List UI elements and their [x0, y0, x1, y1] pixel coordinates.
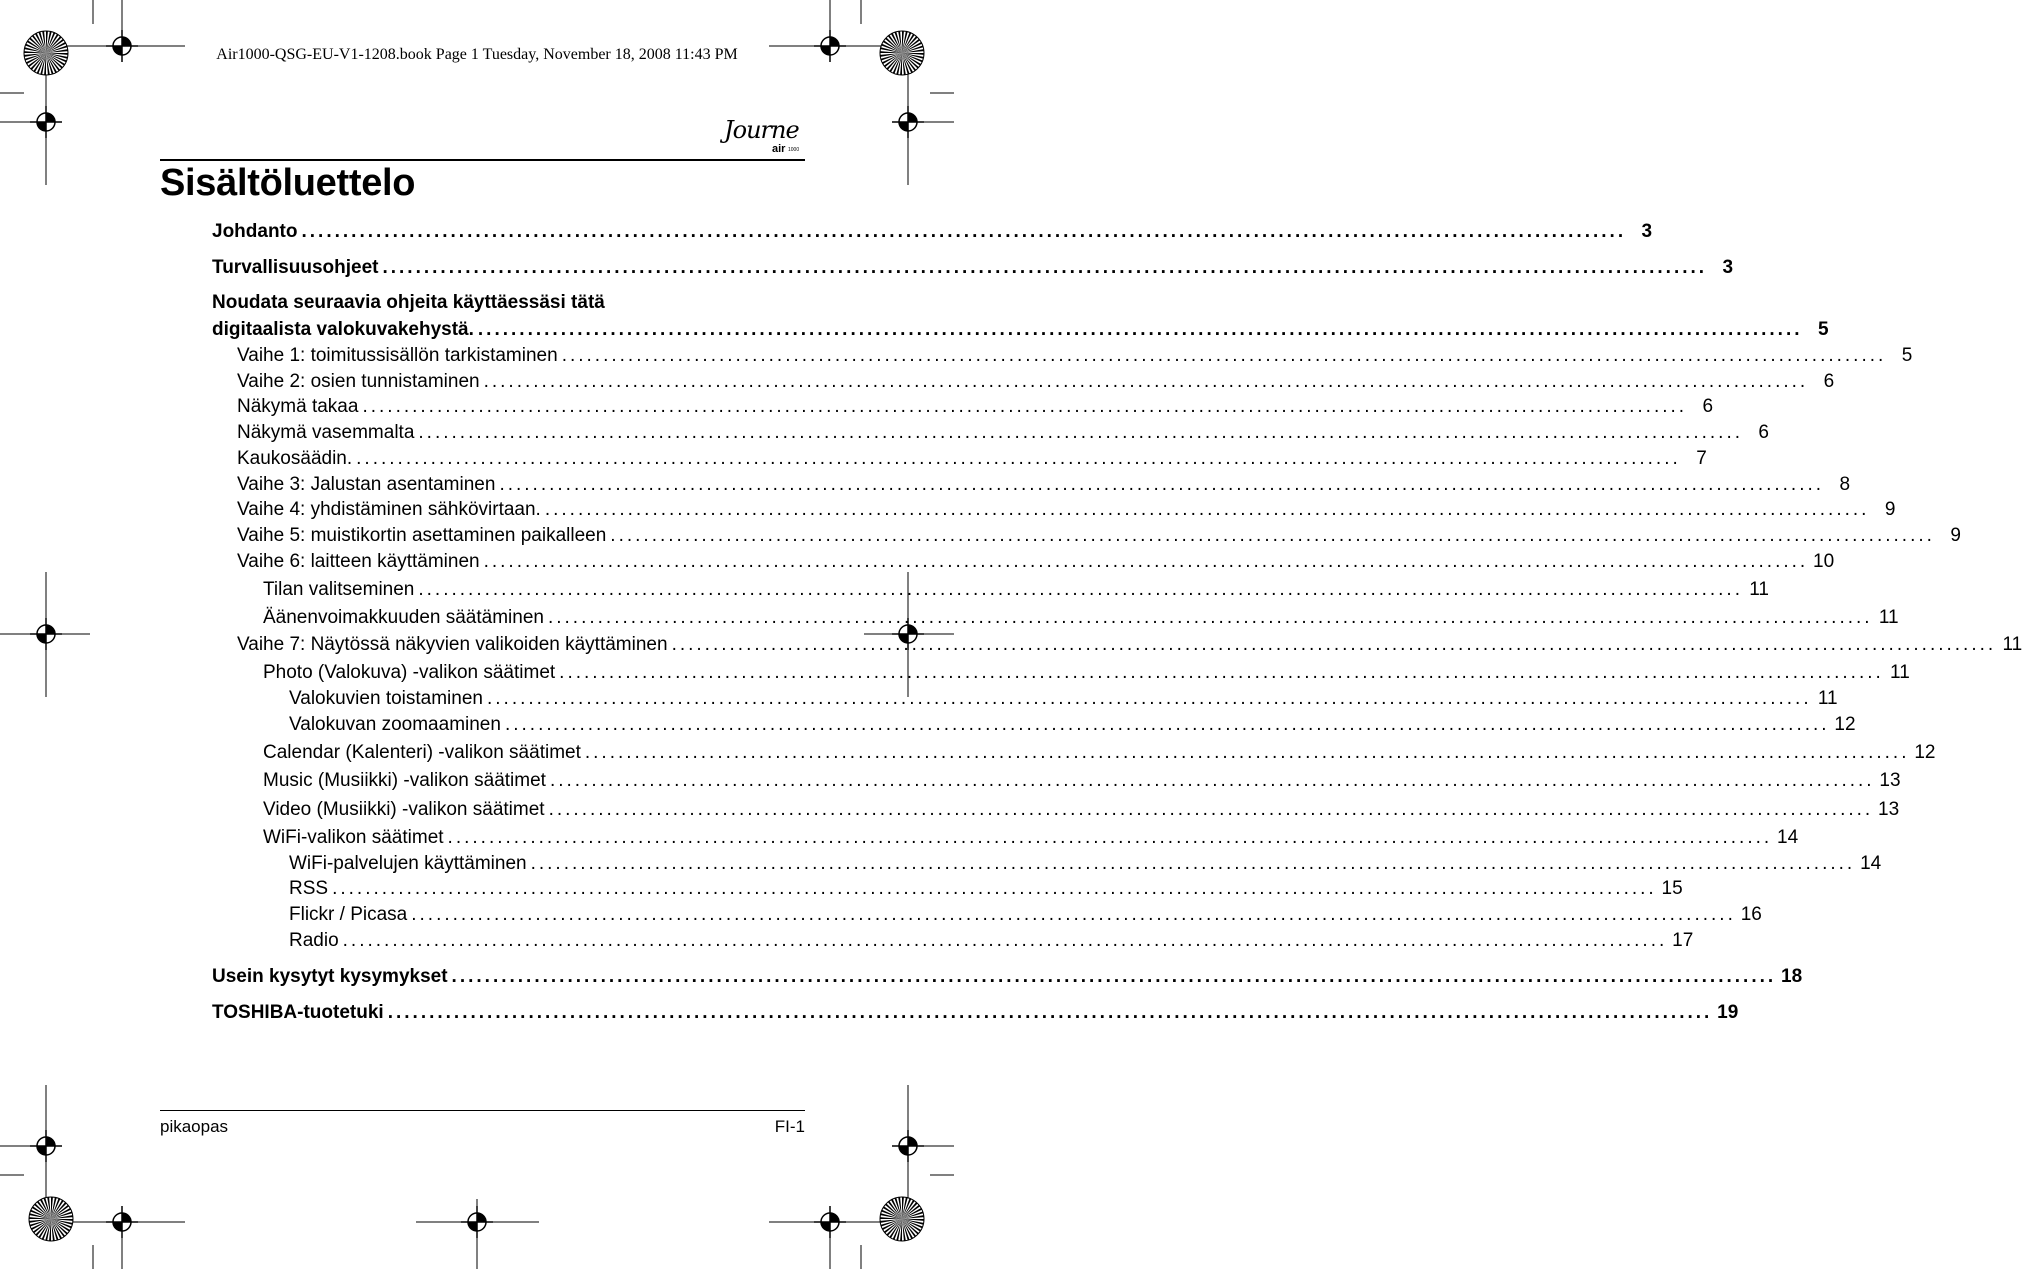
- toc-entry-page: 12: [1914, 742, 1936, 763]
- logo-air-text: air: [772, 143, 786, 155]
- toc-leader-dots: ................................................................................................................................................................: [610, 525, 1935, 546]
- toc-entry-title: Turvallisuusohjeet: [212, 257, 379, 278]
- toc-leader-dots: ................................................................................................................................................................: [483, 371, 1809, 392]
- toc-leader-dots: ................................................................................................................................................................: [411, 904, 1736, 925]
- toc-entry-title: digitaalista valokuvakehystä.: [212, 319, 474, 340]
- toc-entry-title: Vaihe 1: toimitussisällön tarkistaminen: [237, 345, 558, 366]
- toc-entry-title: Vaihe 6: laitteen käyttäminen: [237, 551, 480, 572]
- toc-entry[interactable]: [289, 853, 1882, 877]
- footer-page-number: FI-1: [774, 1117, 805, 1136]
- toc-entry-title: Vaihe 2: osien tunnistaminen: [237, 371, 480, 392]
- toc-entry-page: 6: [1702, 396, 1714, 417]
- toc-leader-dots: ................................................................................................................................................................: [332, 878, 1657, 899]
- toc-entry-page: 11: [2002, 634, 2022, 655]
- toc-entry-page: 14: [1777, 827, 1799, 848]
- toc-entry[interactable]: [237, 499, 1896, 523]
- toc-leader-dots: ................................................................................................................................................................: [547, 607, 1873, 628]
- toc-entry[interactable]: [237, 448, 1707, 472]
- toc-entry-page: 7: [1696, 448, 1707, 469]
- toc-entry-page: 17: [1672, 930, 1694, 951]
- toc-leader-dots: ................................................................................................................................................................: [447, 827, 1773, 848]
- page-title: Sisältöluettelo: [160, 162, 416, 204]
- toc-entry[interactable]: [263, 662, 1910, 686]
- title-top-rule: [160, 159, 805, 161]
- toc-leader-dots: ................................................................................................................................................................: [499, 474, 1825, 495]
- toc-leader-dots: ................................................................................................................................................................: [362, 396, 1688, 417]
- toc-entry-page: 3: [1722, 257, 1734, 278]
- toc-entry[interactable]: [212, 1002, 1739, 1026]
- toc-entry-title: TOSHIBA-tuotetuki: [212, 1002, 384, 1023]
- logo-model-number: 1000: [788, 147, 800, 153]
- toc-entry-page: 11: [1817, 688, 1838, 709]
- footer-rule: [160, 1110, 805, 1111]
- toc-entry-page: 9: [1950, 525, 1961, 546]
- toc-leader-dots: ................................................................................................................................................................: [559, 662, 1884, 683]
- toc-leader-dots: ................................................................................................................................................................: [356, 448, 1681, 469]
- toc-entry[interactable]: [237, 422, 1769, 446]
- toc-entry-title: Video (Musiikki) -valikon säätimet: [263, 799, 545, 820]
- journe-air-logo: [722, 112, 808, 158]
- toc-entry-title: WiFi-valikon säätimet: [263, 827, 444, 848]
- toc-entry-page: 18: [1781, 966, 1803, 987]
- toc-leader-dots: ................................................................................................................................................................: [418, 579, 1743, 600]
- toc-entry[interactable]: [289, 688, 1838, 712]
- toc-entry-title: Vaihe 4: yhdistäminen sähkövirtaan.: [237, 499, 541, 520]
- toc-entry-title: Photo (Valokuva) -valikon säätimet: [263, 662, 556, 683]
- toc-leader-dots: ................................................................................................................................................................: [486, 688, 1812, 709]
- toc-entry[interactable]: [237, 634, 2022, 658]
- toc-entry-title: Calendar (Kalenteri) -valikon säätimet: [263, 742, 581, 763]
- toc-entry[interactable]: [237, 525, 1961, 549]
- toc-entry-page: 6: [1823, 371, 1835, 392]
- toc-entry-title: Radio: [289, 930, 339, 951]
- toc-entry-title: Tilan valitseminen: [263, 579, 415, 600]
- toc-leader-dots: ................................................................................................................................................................: [382, 257, 1708, 278]
- toc-entry-page: 13: [1879, 770, 1901, 791]
- toc-entry[interactable]: [263, 742, 1936, 766]
- toc-entry[interactable]: [212, 221, 1653, 245]
- toc-entry-page: 11: [1890, 662, 1910, 683]
- toc-entry-title: RSS: [289, 878, 329, 899]
- toc-leader-dots: ................................................................................................................................................................: [477, 319, 1803, 340]
- toc-entry[interactable]: [263, 827, 1799, 851]
- toc-entry-page: 6: [1758, 422, 1769, 443]
- toc-entry[interactable]: [263, 770, 1901, 794]
- toc-entry-title: Näkymä takaa: [237, 396, 359, 417]
- toc-entry[interactable]: [263, 579, 1769, 603]
- toc-entry-page: 16: [1740, 904, 1762, 925]
- toc-entry-page: 12: [1834, 714, 1856, 735]
- toc-entry[interactable]: [237, 551, 1835, 575]
- toc-entry-title: Usein kysytyt kysymykset: [212, 966, 448, 987]
- toc-entry-page: 11: [1749, 579, 1769, 600]
- toc-leader-dots: ................................................................................................................................................................: [584, 742, 1910, 763]
- toc-entry-page: 14: [1860, 853, 1882, 874]
- toc-entry-title: Flickr / Picasa: [289, 904, 408, 925]
- toc-entry-page: 15: [1661, 878, 1683, 899]
- toc-entry[interactable]: [263, 607, 1899, 631]
- toc-entry[interactable]: [212, 319, 1829, 343]
- toc-leader-dots: ................................................................................................................................................................: [561, 345, 1887, 366]
- toc-leader-dots: ................................................................................................................................................................: [301, 221, 1627, 242]
- toc-entry[interactable]: [289, 904, 1762, 928]
- toc-entry-title: Music (Musiikki) -valikon säätimet: [263, 770, 546, 791]
- toc-entry-page: 5: [1817, 319, 1829, 340]
- book-file-header: Air1000-QSG-EU-V1-1208.book Page 1 Tuesday, November 18, 2008 11:43 PM: [216, 46, 738, 63]
- toc-entry-page: 13: [1878, 799, 1900, 820]
- toc-entry[interactable]: [212, 257, 1734, 281]
- toc-entry-title: Johdanto: [212, 221, 298, 242]
- toc-entry[interactable]: [289, 714, 1856, 738]
- footer-doc-name: pikaopas: [160, 1117, 229, 1136]
- toc-entry[interactable]: [289, 878, 1683, 902]
- toc-entry-page: 10: [1813, 551, 1835, 572]
- toc-leader-dots: ................................................................................................................................................................: [549, 770, 1875, 791]
- toc-leader-dots: ................................................................................................................................................................: [548, 799, 1874, 820]
- toc-leader-dots: ................................................................................................................................................................: [451, 966, 1777, 987]
- toc-leader-dots: ................................................................................................................................................................: [483, 551, 1809, 572]
- toc-entry-page: 3: [1641, 221, 1653, 242]
- toc-entry-title: Vaihe 5: muistikortin asettaminen paikalleen: [237, 525, 607, 546]
- toc-entry-title: Äänenvoimakkuuden säätäminen: [263, 607, 544, 628]
- logo-script-text: Journe: [724, 116, 799, 144]
- toc-entry[interactable]: [289, 930, 1694, 954]
- toc-entry-page: 19: [1717, 1002, 1739, 1023]
- toc-leader-dots: ................................................................................................................................................................: [418, 422, 1743, 443]
- toc-leader-dots: ................................................................................................................................................................: [504, 714, 1830, 735]
- toc-entry[interactable]: [263, 799, 1900, 823]
- toc-entry-page: 5: [1901, 345, 1913, 366]
- toc-entry[interactable]: [237, 345, 1913, 369]
- toc-entry[interactable]: [237, 396, 1714, 420]
- toc-entry-title: Vaihe 3: Jalustan asentaminen: [237, 474, 496, 495]
- toc-leader-dots: ................................................................................................................................................................: [530, 853, 1856, 874]
- toc-entry-title: WiFi-palvelujen käyttäminen: [289, 853, 527, 874]
- toc-entry-title: Kaukosäädin.: [237, 448, 353, 469]
- toc-entry-title: Valokuvan zoomaaminen: [289, 714, 501, 735]
- toc-entry[interactable]: [212, 966, 1803, 990]
- toc-entry[interactable]: [237, 474, 1851, 498]
- toc-entry-title: Valokuvien toistaminen: [289, 688, 483, 709]
- toc-entry[interactable]: [237, 371, 1835, 395]
- toc-entry-page: 8: [1839, 474, 1851, 495]
- toc-entry-page: 11: [1878, 607, 1899, 628]
- toc-entry-page: 9: [1884, 499, 1896, 520]
- toc-heading-first-line[interactable]: Noudata seuraavia ohjeita käyttäessäsi tätä: [212, 292, 605, 313]
- toc-leader-dots: ................................................................................................................................................................: [671, 634, 1997, 655]
- toc-leader-dots: ................................................................................................................................................................: [342, 930, 1668, 951]
- toc-entry-title: Vaihe 7: Näytössä näkyvien valikoiden käyttäminen: [237, 634, 668, 655]
- toc-leader-dots: ................................................................................................................................................................: [544, 499, 1870, 520]
- toc-leader-dots: ................................................................................................................................................................: [387, 1002, 1713, 1023]
- toc-entry-title: Näkymä vasemmalta: [237, 422, 415, 443]
